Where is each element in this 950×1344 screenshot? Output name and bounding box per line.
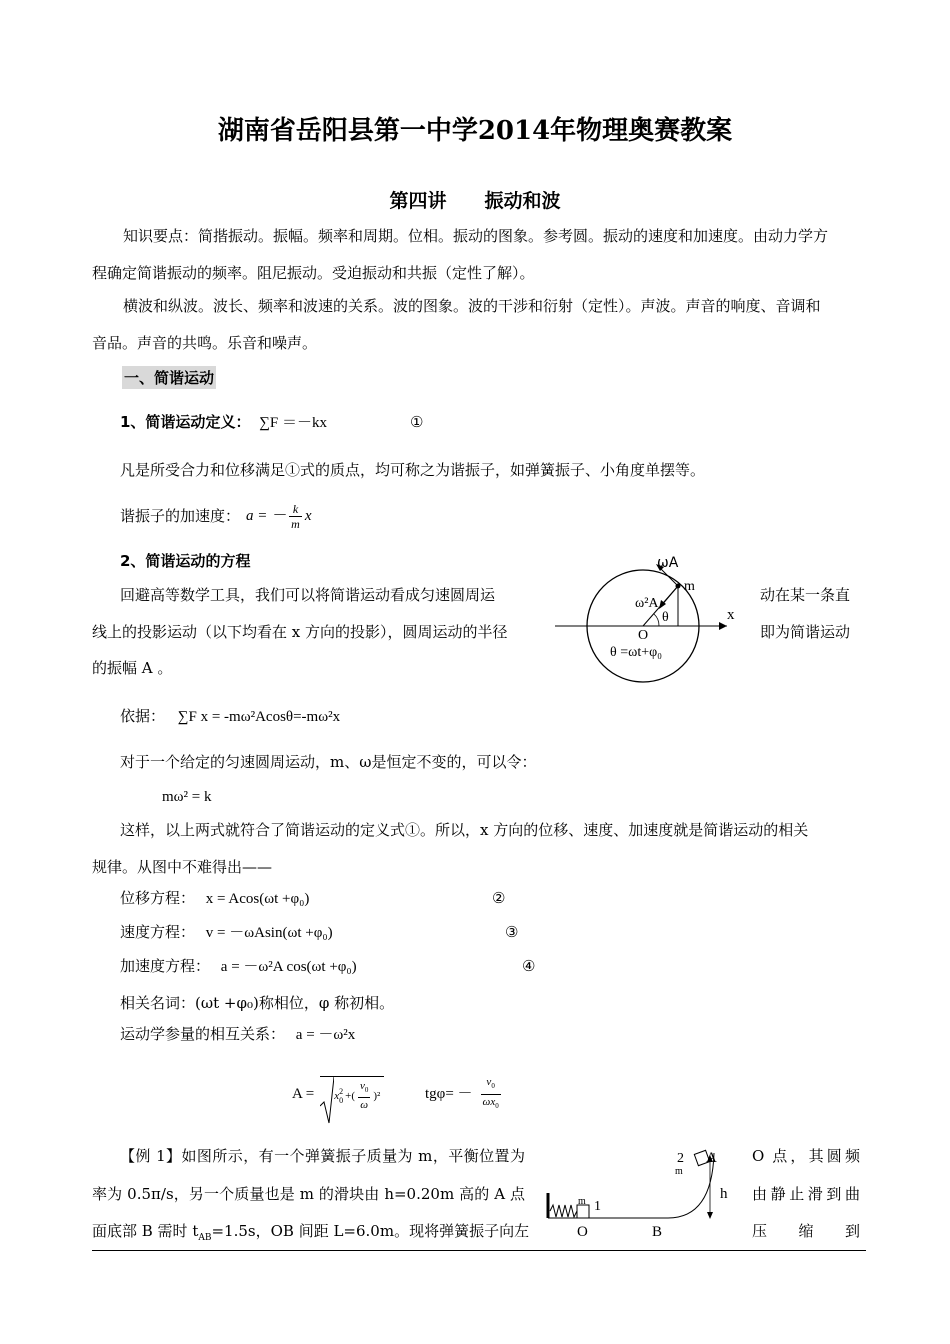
theta-arc — [654, 614, 659, 626]
slide-label-O: O — [577, 1224, 588, 1240]
para2-line1-left: 回避高等数学工具，我们可以将简谐运动看成匀速圆周运 — [120, 586, 496, 604]
example1-line3-right: 压 缩 到 — [752, 1222, 860, 1240]
amplitude-formula — [292, 1066, 384, 1122]
amp-x-square: 2 — [339, 1086, 344, 1096]
tg-lhs: tgφ= － — [425, 1086, 473, 1102]
tg-den-sub: 0 — [495, 1101, 499, 1110]
slide-label-A: A — [706, 1150, 717, 1166]
para2-line2-right: 即为简谐运动 — [760, 623, 851, 641]
label-omega2-A: ω²A — [635, 596, 659, 611]
acceleration-numerator: k — [289, 502, 302, 517]
example1-line1-right: O 点，其圆频 — [752, 1147, 860, 1165]
slide-label-m-top: m — [675, 1166, 683, 1177]
acceleration-denominator: m — [291, 516, 300, 531]
velocity-label: 速度方程： — [120, 923, 196, 941]
slide-label-h: h — [720, 1186, 728, 1202]
para3: 对于一个给定的匀速圆周运动，m、ω是恒定不变的，可以令： — [120, 753, 537, 771]
tg-num-sub: 0 — [491, 1082, 495, 1091]
relation-eq: a = －ω²x — [295, 1027, 356, 1043]
equation-marker-2: ② — [492, 889, 506, 907]
example1-line1: 【例 1】如图所示，有一个弹簧振子质量为 m，平衡位置为 — [120, 1147, 525, 1165]
acceleration-eq-row — [120, 956, 357, 977]
amp-x: x — [334, 1089, 340, 1102]
para2-line1-right: 动在某一条直 — [760, 586, 851, 604]
label-origin-O: O — [638, 628, 649, 643]
definition-label: 1、简谐运动定义： — [120, 413, 251, 431]
equation-marker-3: ③ — [505, 923, 519, 941]
amp-fraction — [358, 1079, 370, 1112]
example1-line3-b: =1.5s，OB 间距 L=6.0m。现将弹簧振子向左 — [211, 1222, 530, 1240]
amp-close: )² — [373, 1089, 381, 1102]
equation-marker-4: ④ — [522, 957, 536, 975]
document-title: 湖南省岳阳县第一中学2014年物理奥赛教案 — [217, 116, 733, 146]
para4-line1: 这样，以上两式就符合了简谐运动的定义式①。所以，x 方向的位移、速度、加速度就是简谐运动的相关 — [120, 821, 809, 839]
amp-x-sub: 0 — [339, 1095, 344, 1105]
sqrt-radical — [320, 1076, 384, 1112]
intro-line-1: 知识要点：简揩振动。振幅。频率和周期。位相。振动的图象。参考圆。振动的速度和加速度。由动力学方 — [123, 227, 829, 245]
intro-line-3: 横波和纵波。波长、频率和波速的关系。波的图象。波的干涉和衍射（定性）。声波。声音的响度、音调和 — [123, 297, 821, 315]
slide-label-m-box: m — [578, 1196, 586, 1207]
definition-row — [120, 412, 327, 433]
relation-label: 运动学参量的相互关系： — [120, 1025, 286, 1043]
intro-line-2: 程确定简谐振动的频率。阻尼振动。受迫振动和共振（定性了解）。 — [92, 264, 535, 282]
acceleration-eq-label: 加速度方程： — [120, 957, 211, 975]
amp-omega: ω — [360, 1099, 369, 1112]
sqrt-sign-icon — [320, 1076, 334, 1124]
definition-paragraph: 凡是所受合力和位移满足①式的质点，均可称之为谐振子，如弹簧振子、小角度单摆等。 — [120, 461, 706, 479]
amp-v: v — [359, 1079, 365, 1092]
label-theta: θ — [662, 610, 669, 625]
para2-line2-left: 线上的投影运动（以下均看在 x 方向的投影），圆周运动的半径 — [92, 623, 508, 641]
reference-circle-figure — [555, 550, 745, 690]
example1-line3 — [92, 1221, 530, 1248]
amplitude-lhs: A = — [292, 1086, 315, 1102]
example1-line2: 率为 0.5π/s，另一个质量也是 m 的滑块由 h=0.20m 高的 A 点 — [92, 1185, 525, 1203]
velocity-eq: v = －ωAsin(ωt +φ₀) — [205, 925, 333, 941]
label-x-axis: x — [727, 607, 735, 623]
slide-label-2: 2 — [677, 1151, 684, 1166]
para4-line2: 规律。从图中不难得出—— — [92, 858, 273, 876]
spring — [550, 1205, 577, 1217]
related-terms: 相关名词：(ωt +φ₀)称相位，φ 称初相。 — [120, 994, 395, 1012]
example1-line3-a: 面底部 B 需时 t — [92, 1222, 199, 1240]
equation-marker-1: ① — [410, 413, 424, 431]
basis-label: 依据： — [120, 707, 166, 725]
label-m: m — [684, 579, 695, 594]
intro-line-4: 音品。声音的共鸣。乐音和噪声。 — [92, 334, 318, 352]
page-bottom-rule — [92, 1250, 866, 1251]
tg-den: ωx — [482, 1095, 496, 1108]
tg-num: v — [486, 1076, 492, 1089]
acceleration-lhs: a = － — [246, 508, 287, 524]
section-heading — [122, 366, 216, 389]
slide-label-B: B — [652, 1224, 663, 1240]
amp-v-sub: 0 — [364, 1086, 369, 1095]
example1-line3-sub: AB — [198, 1233, 212, 1243]
height-arrow-bottom — [707, 1212, 713, 1219]
relation-row — [120, 1024, 355, 1045]
displacement-eq-row — [120, 888, 309, 909]
eq-k: mω² = k — [162, 789, 212, 805]
acceleration-eq: a = －ω²A cos(ωt +φ₀) — [220, 959, 357, 975]
tangent-phase-formula — [425, 1070, 504, 1118]
x-axis-arrow — [719, 622, 727, 630]
subheading-2: 2、简谐运动的方程 — [120, 552, 251, 570]
definition-formula: ∑F ＝－kx — [259, 415, 328, 431]
label-theta-equation: θ =ωt+φ₀ — [610, 645, 663, 660]
example1-line2-right: 由静止滑到曲 — [752, 1185, 860, 1203]
velocity-eq-row — [120, 922, 333, 943]
basis-formula: ∑F x = -mω²Acosθ=-mω²x — [177, 709, 341, 725]
tg-fraction — [481, 1075, 501, 1112]
displacement-eq: x = Acos(ωt +φ₀) — [205, 891, 310, 907]
para2-line3: 的振幅 A 。 — [92, 659, 173, 677]
acceleration-rhs: x — [304, 508, 312, 524]
acceleration-fraction — [289, 502, 302, 531]
section-heading-text: 一、简谐运动 — [124, 369, 215, 387]
lecture-subtitle: 第四讲 振动和波 — [389, 190, 561, 212]
acceleration-label: 谐振子的加速度： — [120, 507, 241, 525]
amp-plus: +( — [345, 1089, 355, 1102]
label-omega-A: ωA — [657, 555, 679, 571]
basis-row — [120, 706, 340, 727]
acceleration-row — [120, 494, 311, 538]
displacement-label: 位移方程： — [120, 889, 196, 907]
slide-label-1: 1 — [594, 1199, 601, 1214]
